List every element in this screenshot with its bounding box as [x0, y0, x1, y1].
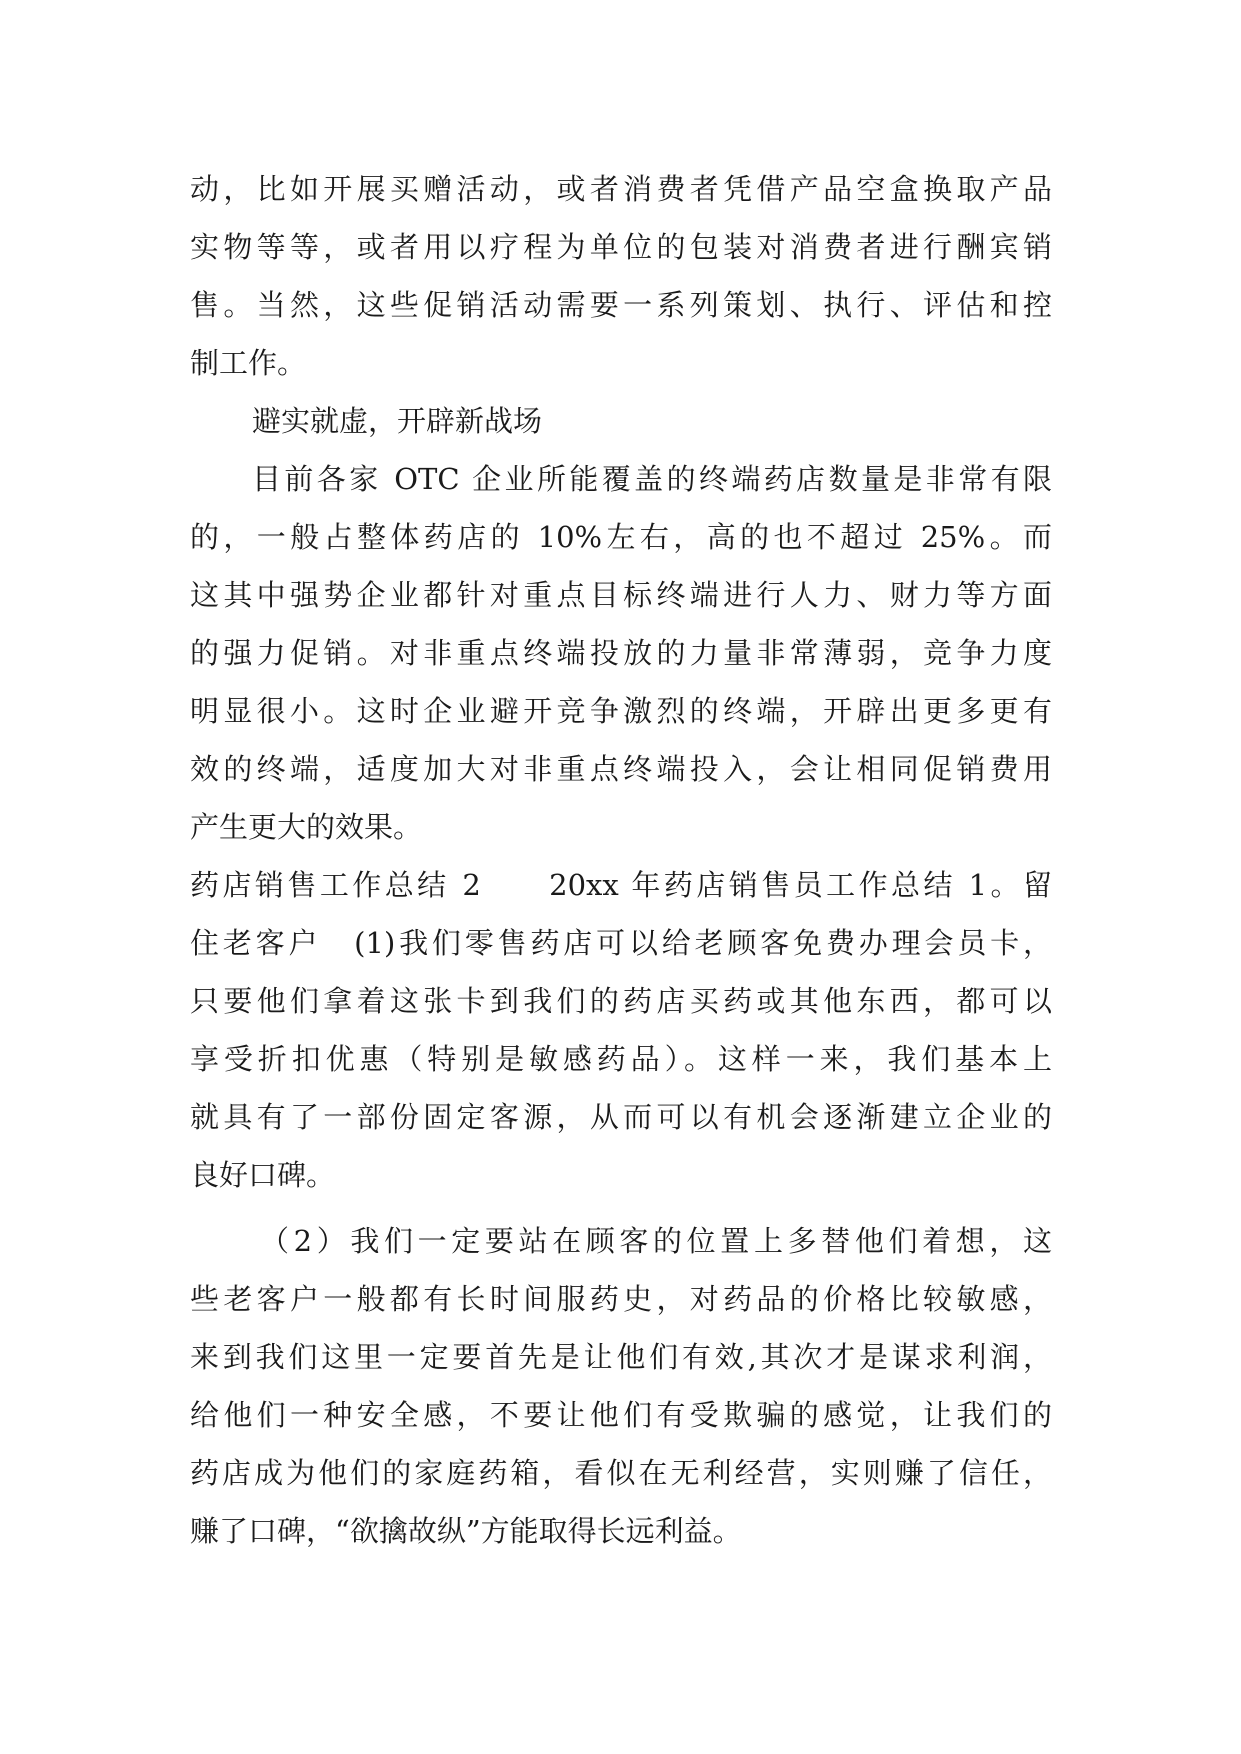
- text-line: 实物等等，或者用以疗程为单位的包装对消费者进行酬宾销: [190, 230, 1052, 264]
- text-line: 来到我们这里一定要首先是让他们有效,其次才是谋求利润，: [190, 1340, 1052, 1374]
- text-line: 明显很小。这时企业避开竞争激烈的终端，开辟出更多更有: [190, 694, 1052, 728]
- text-line: 住老客户 (1)我们零售药店可以给老顾客免费办理会员卡，: [190, 926, 1052, 960]
- document-body: [190, 160, 1052, 1560]
- text-line: 产生更大的效果。: [190, 810, 423, 844]
- paragraph-gap: [190, 1204, 1052, 1212]
- text-line: 这其中强势企业都针对重点目标终端进行人力、财力等方面: [190, 578, 1052, 612]
- text-line: 药店成为他们的家庭药箱，看似在无利经营，实则赚了信任，: [190, 1456, 1052, 1490]
- text-line: 些老客户一般都有长时间服药史，对药品的价格比较敏感，: [190, 1282, 1052, 1316]
- text-line: 就具有了一部份固定客源，从而可以有机会逐渐建立企业的: [190, 1100, 1052, 1134]
- text-line: 给他们一种安全感，不要让他们有受欺骗的感觉，让我们的: [190, 1398, 1052, 1432]
- text-line: 只要他们拿着这张卡到我们的药店买药或其他东西，都可以: [190, 984, 1052, 1018]
- text-line: 良好口碑。: [190, 1158, 336, 1192]
- text-line: 动，比如开展买赠活动，或者消费者凭借产品空盒换取产品: [190, 172, 1052, 206]
- text-line: 制工作。: [190, 346, 307, 380]
- text-line: 享受折扣优惠（特别是敏感药品）。这样一来，我们基本上: [190, 1042, 1052, 1076]
- section-heading: 避实就虚，开辟新战场: [252, 404, 543, 438]
- text-line: 药店销售工作总结 2 20xx 年药店销售员工作总结 1。留: [190, 868, 1052, 902]
- text-line: 效的终端，适度加大对非重点终端投入，会让相同促销费用: [190, 752, 1052, 786]
- text-line: 售。当然，这些促销活动需要一系列策划、执行、评估和控: [190, 288, 1052, 322]
- text-line: 的，一般占整体药店的 10%左右，高的也不超过 25%。而: [190, 520, 1052, 554]
- text-line: （2）我们一定要站在顾客的位置上多替他们着想，这: [260, 1224, 1052, 1258]
- text-line: 的强力促销。对非重点终端投放的力量非常薄弱，竞争力度: [190, 636, 1052, 670]
- text-line: 目前各家 OTC 企业所能覆盖的终端药店数量是非常有限: [252, 462, 1052, 496]
- text-line: 赚了口碑，“欲擒故纵”方能取得长远利益。: [190, 1514, 742, 1548]
